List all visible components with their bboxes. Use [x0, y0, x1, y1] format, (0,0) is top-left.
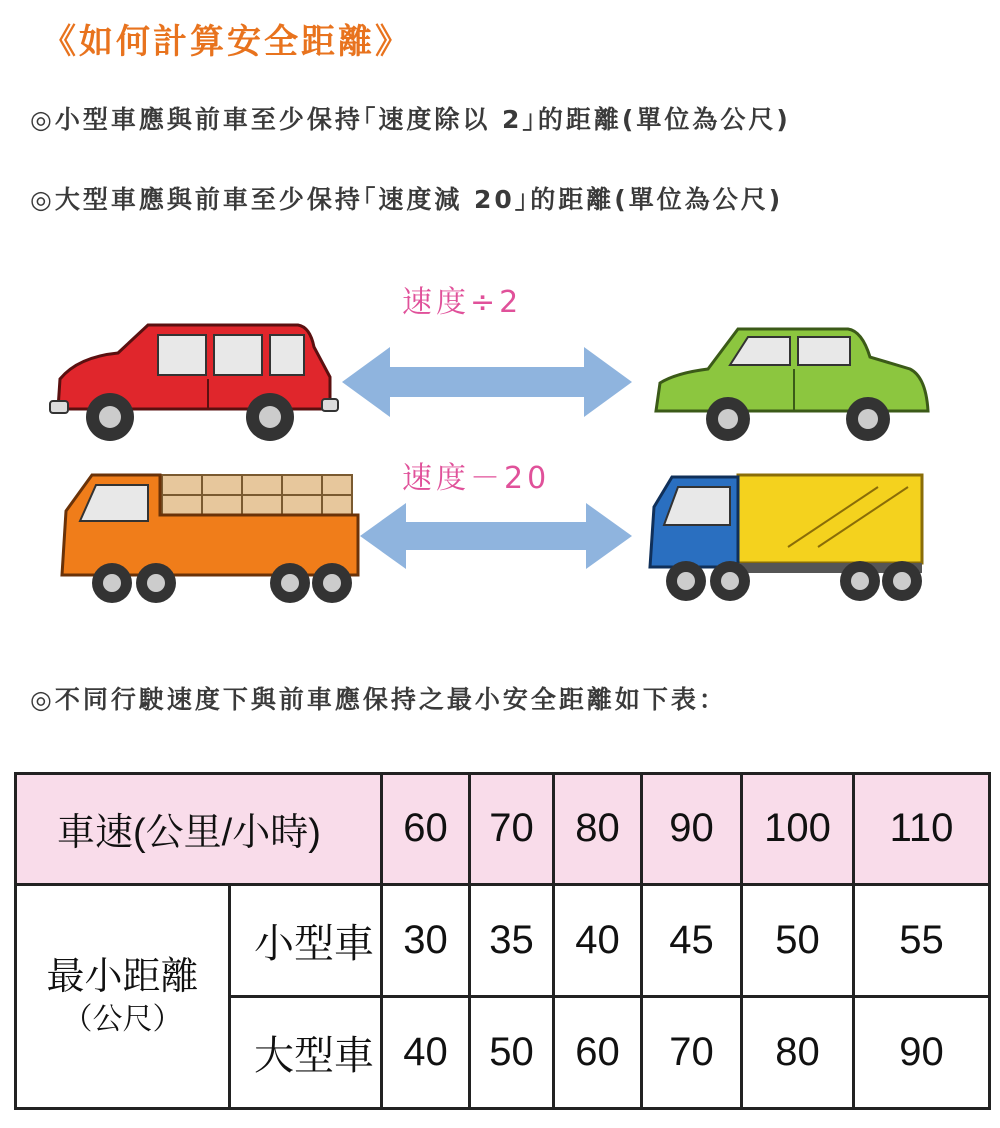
table-cell: 60	[554, 996, 642, 1108]
row-label-small: 小型車	[230, 884, 382, 996]
table-cell: 80	[742, 996, 854, 1108]
min-distance-title: 最小距離	[46, 955, 199, 998]
speed-cell: 110	[854, 774, 990, 885]
blue-truck-icon	[638, 467, 938, 607]
table-cell: 50	[470, 996, 554, 1108]
formula-label-small: 速度÷2	[402, 285, 523, 320]
table-row	[16, 884, 990, 996]
speed-cell: 90	[642, 774, 742, 885]
safe-distance-table	[14, 772, 991, 1110]
table-cell: 50	[742, 884, 854, 996]
table-cell: 55	[854, 884, 990, 996]
min-distance-unit: （公尺）	[62, 1003, 183, 1037]
formula-label-large: 速度－20	[402, 461, 551, 496]
table-cell: 45	[642, 884, 742, 996]
double-arrow-large-icon	[360, 503, 632, 569]
table-cell: 90	[854, 996, 990, 1108]
table-cell: 30	[382, 884, 470, 996]
table-cell: 40	[382, 996, 470, 1108]
page-title: 《如何計算安全距離》	[42, 22, 412, 62]
orange-truck-icon	[52, 467, 372, 607]
rule-small-vehicle: ◎小型車應與前車至少保持｢速度除以 2｣的距離(單位為公尺)	[30, 105, 791, 134]
table-cell: 70	[642, 996, 742, 1108]
speed-header: 車速(公里/小時)	[16, 774, 382, 885]
double-arrow-small-icon	[342, 347, 632, 417]
table-cell: 35	[470, 884, 554, 996]
speed-cell: 60	[382, 774, 470, 885]
table-intro: ◎不同行駛速度下與前車應保持之最小安全距離如下表：	[30, 685, 727, 714]
red-car-icon	[48, 317, 348, 447]
table-header-row	[16, 774, 990, 885]
min-distance-label	[16, 884, 230, 1108]
row-label-large: 大型車	[230, 996, 382, 1108]
rule-large-vehicle: ◎大型車應與前車至少保持｢速度減 20｣的距離(單位為公尺)	[30, 185, 784, 214]
speed-cell: 80	[554, 774, 642, 885]
green-car-icon	[648, 317, 938, 447]
speed-cell: 70	[470, 774, 554, 885]
table-cell: 40	[554, 884, 642, 996]
speed-cell: 100	[742, 774, 854, 885]
illustration	[30, 255, 970, 625]
